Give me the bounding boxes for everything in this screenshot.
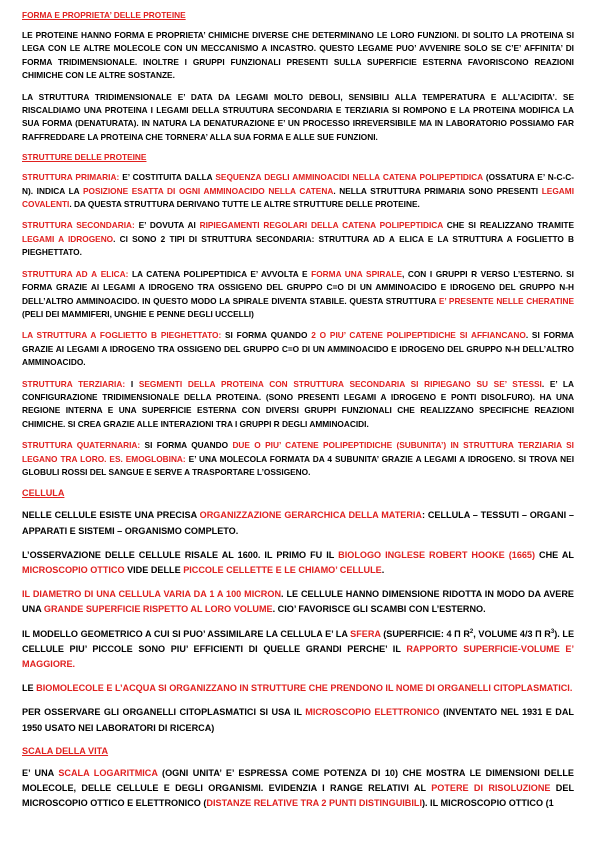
highlighted-text: POTERE DI RISOLUZIONE [431, 783, 551, 794]
highlighted-text: PICCOLE CELLETTE E LE CHIAMO’ CELLULE [183, 564, 382, 575]
paragraph [22, 268, 574, 322]
text-run: (OGNI UNITA’ E’ ESPRESSA COME POTENZA DI 10) CHE MOSTRA LE DIMENSIONI DELLE MOLECOLE, DELLE CELLULE E DEGLI ORGANISMI. EVIDENZIA I RANGE RELATIVI AL [22, 767, 574, 794]
paragraph [22, 329, 574, 369]
text-run: E’ DOVUTA AI [134, 220, 200, 231]
highlighted-text: LEGAMI COVALENTI [22, 185, 574, 210]
text-run: SI FORMA QUANDO [221, 330, 312, 341]
paragraph [22, 219, 574, 259]
highlighted-text: STRUTTURA PRIMARIA: [22, 172, 120, 183]
highlighted-text: BIOLOGO INGLESE ROBERT HOOKE (1665) [338, 549, 536, 560]
text-run: I [125, 378, 139, 389]
text-run: CHE AL [535, 549, 574, 560]
text-run: VIDE DELLE [124, 564, 184, 575]
text-run: . [381, 564, 385, 575]
paragraph [22, 548, 574, 578]
highlighted-text: LA STRUTTURA A FOGLIETTO Β PIEGHETTATO: [22, 330, 222, 341]
text-run: E’ UNA [22, 767, 59, 778]
highlighted-text: STRUTTURA SECONDARIA: [22, 220, 135, 231]
text-run: LA STRUTTURA TRIDIMENSIONALE E’ DATA DA LEGAMI MOLTO DEBOLI, SENSIBILI ALLA TEMPERATURA E ALL’ACIDITA’. SE RISCALDIAMO UNA PROTEINA I LEGAMI DELLA STRUUTURA SECONDARIA E TERZIARIA SI ROMPONO E LA PROTEINA MODIFICA LA SUA FORMA (DENATURATA). IN NATURA LA DENATURAZIONE E’ UN PROCESSO IRREVERSIBILE MA IN LABORATORIO POSSIAMO FAR RAFFREDDARE LA PROTEINA CHE TORNERA’ ALLA SUA FORMA E ALLE SUE FUNZIONI. [22, 91, 574, 142]
superscript: 3 [550, 628, 555, 635]
highlighted-text: GRANDE SUPERFICIE RISPETTO AL LORO VOLUME [43, 604, 273, 615]
text-run: (SUPERFICIE: 4 Π R [380, 628, 470, 639]
text-run: (INVENTATO NEL 1931 E DAL 1950 USATO NEI LABORATORI DI RICERCA) [22, 707, 574, 733]
highlighted-text: STRUTTURA QUATERNARIA: [22, 440, 141, 451]
highlighted-text: 2 O PIU’ CATENE POLIPEPTIDICHE SI AFFIANCANO [311, 330, 526, 341]
highlighted-text: FORMA UNA SPIRALE [311, 268, 402, 279]
text-run: NELLE CELLULE ESISTE UNA PRECISA [22, 510, 200, 521]
text-run: LE [22, 683, 37, 694]
document-page [22, 10, 574, 820]
text-run: . CIO’ FAVORISCE GLI SCAMBI CON L’ESTERNO. [272, 604, 486, 615]
highlighted-text: BIOMOLECOLE E L’ACQUA SI ORGANIZZANO IN STRUTTURE CHE PRENDONO IL NOME DI ORGANELLI CITOPLASMATICI. [36, 683, 573, 694]
text-run: DEL MICROSCOPIO OTTICO E ELETTRONICO ( [22, 783, 574, 809]
paragraph [22, 439, 574, 479]
highlighted-text: RIPIEGAMENTI REGOLARI DELLA CATENA POLIPEPTIDICA [199, 220, 443, 231]
highlighted-text: POSIZIONE ESATTA DI OGNI AMMINOACIDO NELLA CATENA [82, 185, 334, 196]
text-run: (OSSATURA E’ N-C-C-N). INDICA LA [22, 172, 574, 196]
text-run: , VOLUME 4/3 Π R [473, 628, 551, 639]
highlighted-text: MICROSCOPIO ELETTRONICO [305, 707, 440, 718]
text-run: . E’ LA CONFIGURAZIONE TRIDIMENSIONALE DELLA PROTEINA. (SONO PRESENTI LEGAMI A IDROGENO E PONTI DISOLFURO). HA UNA REGIONE INTERNA E UNA SUPERFICIE ESTERNA CON DIVERSI GRUPPI FUNZIONALI CHE REALIZZANO SPECIFICHE REAZIONI CHIMICHE. SI CREA GRAZIE ALLE INTERAZIONI TRA I GRUPPI R DEGLI AMMINOACIDI. [22, 378, 574, 429]
highlighted-text: LEGAMI A IDROGENO [22, 233, 114, 244]
section-heading: FORMA E PROPRIETA’ DELLE PROTEINE [22, 10, 186, 20]
paragraph [22, 29, 574, 83]
text-run: , CON I GRUPPI R VERSO L’ESTERNO. SI FORMA GRAZIE AI LEGAMI A IDROGENO TRA OSSIGENO DEL GRUPPO C=O DI UN AMMINOACIDO E IDROGENO DEL GRUPPO N-H DELL’ALTRO AMMINOACIDO. IN QUESTO MODO LA SPIRALE DIVENTA STABILE. QUESTA STRUTTURA [22, 268, 574, 306]
text-run: ). LE CELLULE PIU’ PICCOLE SONO PIU’ EFFICIENTI DI QUELLE GRANDI PERCHE’ IL [22, 628, 575, 654]
paragraph [22, 508, 574, 538]
paragraph [22, 587, 574, 617]
text-run: . LE CELLULE HANNO DIMENSIONE RIDOTTA IN MODO DA AVERE UNA [22, 589, 574, 615]
text-run: LE PROTEINE HANNO FORMA E PROPRIETA’ CHIMICHE DIVERSE CHE DETERMINANO LE LORO FUNZIONI. DI SOLITO LA PROTEINA SI LEGA CON LE ALTRE MOLECOLE CON UN MECCANISMO A INCASTRO. QUESTO LEGAME PUO’ AVVENIRE SOLO SE C’E’ AFFINITA’ DI FORMA TRIDIMENSIONALE. INOLTRE I GRUPPI FUNZIONALI PRESENTI SULLA SUPERFICIE ESTERNA FAVORISCONO REAZIONI CHIMICHE CON LE ALTRE SOSTANZE. [22, 30, 574, 81]
highlighted-text: STRUTTURA AD Α ELICA: [22, 268, 129, 279]
text-run: . NELLA STRUTTURA PRIMARIA SONO PRESENTI [333, 185, 542, 196]
highlighted-text: SCALA LOGARITMICA [58, 767, 158, 778]
text-run: . CI SONO 2 TIPI DI STRUTTURA SECONDARIA: STRUTTURA AD Α ELICA E LA STRUTTURA A FOGLIETTO Β PIEGHETTATO. [22, 233, 574, 258]
text-run: E’ COSTITUITA DALLA [119, 172, 216, 183]
text-run: SI FORMA QUANDO [140, 440, 233, 451]
text-run: . DA QUESTA STRUTTURA DERIVANO TUTTE LE ALTRE STRUTTURE DELLE PROTEINE. [69, 199, 420, 210]
text-run: . SI FORMA GRAZIE AI LEGAMI A IDROGENO TRA OSSIGENO DEL GRUPPO C=O DI UN AMMINOACIDO E IDROGENO DEL GRUPPO N-H DELL’ALTRO AMMINOACIDO. [22, 330, 574, 368]
paragraph [22, 627, 574, 673]
text-run: L’OSSERVAZIONE DELLE CELLULE RISALE AL 1600. IL PRIMO FU IL [22, 549, 339, 560]
highlighted-text: SEQUENZA DEGLI AMMINOACIDI NELLA CATENA POLIPEPTIDICA [215, 172, 483, 183]
paragraph [22, 91, 574, 145]
section [22, 152, 574, 479]
highlighted-text: DISTANZE RELATIVE TRA 2 PUNTI DISTINGUIBILI [206, 798, 422, 809]
section-heading: STRUTTURE DELLE PROTEINE [22, 152, 147, 163]
paragraph [22, 705, 574, 735]
text-run: CHE SI REALIZZANO TRAMITE [442, 220, 574, 231]
text-run: : CELLULA – TESSUTI – ORGANI – APPARATI E SISTEMI – ORGANISMO COMPLETO. [22, 510, 574, 536]
highlighted-text: RAPPORTO SUPERFICIE-VOLUME E’ MAGGIORE. [22, 643, 574, 669]
text-run: ). IL MICROSCOPIO OTTICO (1 [421, 798, 554, 809]
paragraph [22, 766, 574, 812]
section [22, 745, 574, 812]
section-heading: SCALA DELLA VITA [22, 745, 109, 756]
paragraph [22, 171, 574, 211]
text-run: PER OSSERVARE GLI ORGANELLI CITOPLASMATICI SI USA IL [22, 707, 306, 718]
highlighted-text: IL DIAMETRO DI UNA CELLULA VARIA DA 1 A 100 MICRON [22, 589, 282, 600]
section [22, 10, 574, 144]
superscript: 2 [469, 628, 474, 635]
text-run: IL MODELLO GEOMETRICO A CUI SI PUO’ ASSIMILARE LA CELLULA E’ LA [22, 628, 351, 639]
text-run: LA CATENA POLIPEPTIDICA E’ AVVOLTA E [128, 268, 312, 279]
highlighted-text: MICROSCOPIO OTTICO [22, 564, 125, 575]
highlighted-text: SEGMENTI DELLA PROTEINA CON STRUTTURA SECONDARIA SI RIPIEGANO SU SE’ STESSI [138, 378, 542, 389]
highlighted-text: ORGANIZZAZIONE GERARCHICA DELLA MATERIA [199, 510, 422, 521]
paragraph [22, 378, 574, 432]
text-run: E’ UNA MOLECOLA FORMATA DA 4 SUBUNITA’ GRAZIE A LEGAMI A IDROGENO. SI TROVA NEI GLOBULI ROSSI DEL SANGUE E SERVE A TRASPORTARE L’OSSIGENO. [22, 453, 574, 477]
highlighted-text: STRUTTURA TERZIARIA: [22, 378, 126, 389]
paragraph [22, 681, 574, 696]
text-run: (PELI DEI MAMMIFERI, UNGHIE E PENNE DEGLI UCCELLI) [22, 308, 254, 319]
highlighted-text: SFERA [350, 628, 381, 639]
section [22, 487, 574, 735]
section-heading: CELLULA [22, 488, 65, 499]
highlighted-text: E’ PRESENTE NELLE CHERATINE [438, 295, 574, 306]
highlighted-text: DUE O PIU’ CATENE POLIPEPTIDICHE (SUBUNITA’) IN STRUTTURA TERZIARIA SI LEGANO TRA LORO. ES. EMOGLOBINA: [22, 440, 574, 464]
